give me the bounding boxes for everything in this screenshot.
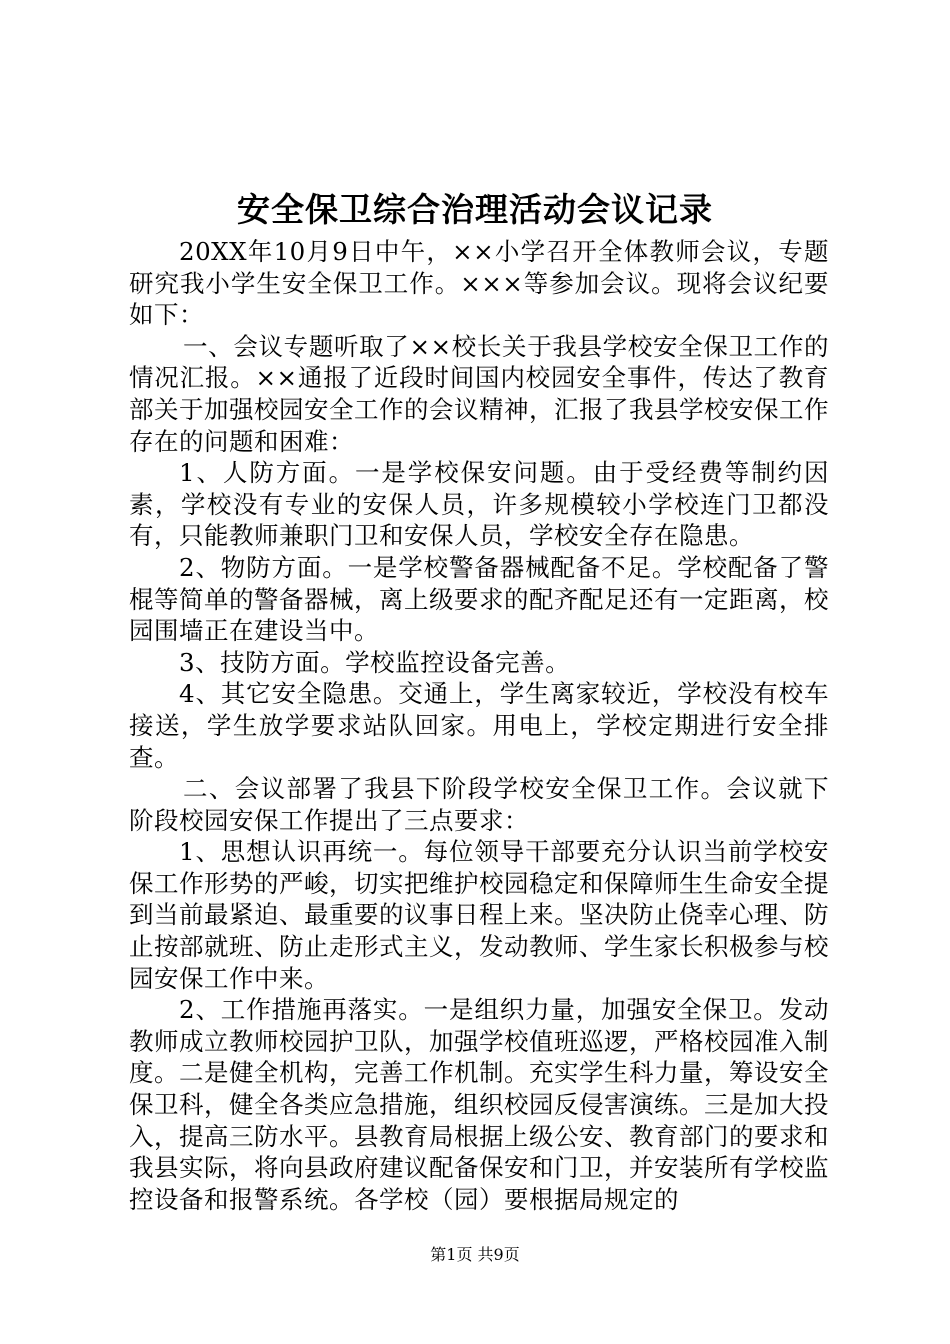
paragraph-item-personnel: 1、人防方面。一是学校保安问题。由于受经费等制约因素，学校没有专业的安保人员，许多规模较小学校连门卫都没有，只能教师兼职门卫和安保人员，学校安全存在隐患。	[129, 458, 829, 551]
document-body	[129, 236, 829, 1215]
paragraph-requirement-one: 1、思想认识再统一。每位领导干部要充分认识当前学校安保工作形势的严峻，切实把维护校园稳定和保障师生生命安全提到当前最紧迫、最重要的议事日程上来。坚决防止侥幸心理、防止按部就班、防止走形式主义，发动教师、学生家长积极参与校园安保工作中来。	[129, 837, 829, 993]
paragraph-item-technical: 3、技防方面。学校监控设备完善。	[179, 647, 571, 677]
paragraph-item-other-hazards: 4、其它安全隐患。交通上，学生离家较近，学校没有校车接送，学生放学要求站队回家。用电上，学校定期进行安全排查。	[129, 679, 829, 772]
paragraph-section-two: 二、会议部署了我县下阶段学校安全保卫工作。会议就下阶段校园安保工作提出了三点要求：	[129, 774, 829, 835]
page-footer: 第1页 共9页	[430, 1245, 520, 1264]
paragraph-intro: 20XX年10月9日中午，××小学召开全体教师会议，专题研究我小学生安全保卫工作。×××等参加会议。现将会议纪要如下：	[129, 237, 829, 330]
paragraph-requirement-two: 2、工作措施再落实。一是组织力量，加强安全保卫。发动教师成立教师校园护卫队，加强学校值班巡逻，严格校园准入制度。二是健全机构，完善工作机制。充实学生科力量，筹设安全保卫科，健全各类应急措施，组织校园反侵害演练。三是加大投入，提高三防水平。县教育局根据上级公安、教育部门的要求和我县实际，将向县政府建议配备保安和门卫，并安装所有学校监控设备和报警系统。各学校（园）要根据局规定的	[129, 995, 829, 1214]
paragraph-item-physical: 2、物防方面。一是学校警备器械配备不足。学校配备了警棍等简单的警备器械，离上级要求的配齐配足还有一定距离，校园围墙正在建设当中。	[129, 552, 829, 646]
document-title: 安全保卫综合治理活动会议记录	[237, 190, 713, 229]
paragraph-section-one: 一、会议专题听取了××校长关于我县学校安全保卫工作的情况汇报。××通报了近段时间国内校园安全事件，传达了教育部关于加强校园安全工作的会议精神，汇报了我县学校安保工作存在的问题和困难：	[129, 331, 829, 456]
